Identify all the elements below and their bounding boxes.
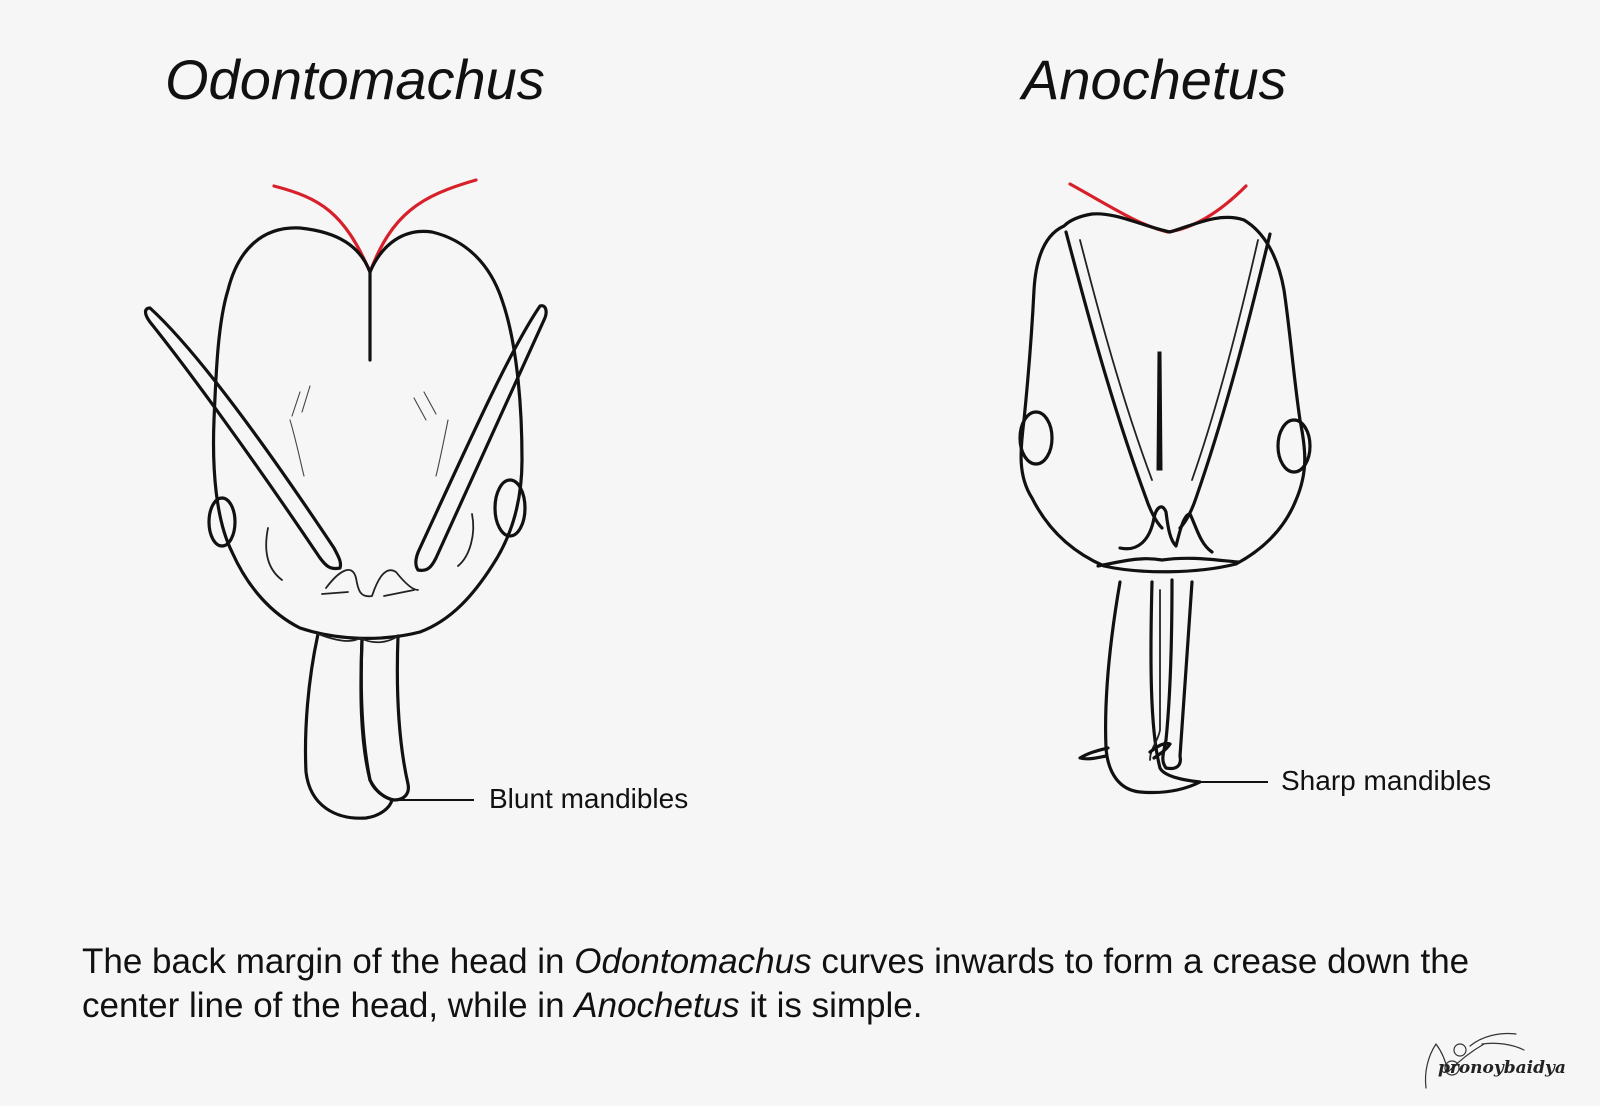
caption-genus-odontomachus: Odontomachus xyxy=(574,942,812,981)
anochetus-title: Anochetus xyxy=(1022,48,1287,111)
caption-part-2: curves inwards to form a crease down the center line of the head, while in xyxy=(82,942,1470,1025)
watermark-signature: pronoybaidya xyxy=(1438,1058,1566,1078)
anochetus-right-mandible xyxy=(1163,580,1192,769)
ant-sketch-icon xyxy=(1412,1022,1592,1092)
sharp-mandibles-label: Sharp mandibles xyxy=(1281,765,1492,796)
anochetus-clypeus xyxy=(1098,558,1238,566)
caption-part-3: it is simple. xyxy=(739,986,923,1025)
anochetus-frontal-lobes xyxy=(1120,507,1212,552)
odontomachus-right-ridge xyxy=(458,514,473,566)
diagram-caption xyxy=(82,940,1542,1028)
anochetus-left-carina-inner xyxy=(1080,240,1152,480)
odontomachus-head xyxy=(146,180,547,818)
watermark xyxy=(1412,1022,1592,1092)
anochetus-central-line xyxy=(1157,352,1162,470)
odontomachus-right-mandible xyxy=(361,636,408,800)
anochetus-left-carina xyxy=(1066,232,1162,528)
odontomachus-title: Odontomachus xyxy=(165,48,545,111)
caption-genus-anochetus: Anochetus xyxy=(574,986,740,1025)
anochetus-head xyxy=(1020,184,1310,793)
caption-part-1: The back margin of the head in xyxy=(82,942,575,981)
anochetus-right-carina-inner xyxy=(1192,240,1258,480)
odontomachus-clypeus xyxy=(322,590,414,596)
odontomachus-head-outline xyxy=(214,228,522,639)
anochetus-left-eye xyxy=(1020,412,1052,464)
odontomachus-sculpture xyxy=(290,386,448,476)
anochetus-margin-highlight xyxy=(1070,184,1246,232)
anochetus-right-carina xyxy=(1180,234,1270,528)
odontomachus-margin-highlight xyxy=(274,180,476,272)
blunt-mandibles-label: Blunt mandibles xyxy=(489,783,689,814)
odontomachus-right-scape xyxy=(416,306,546,571)
odontomachus-left-scape xyxy=(146,308,341,569)
odontomachus-left-ridge xyxy=(266,528,282,580)
